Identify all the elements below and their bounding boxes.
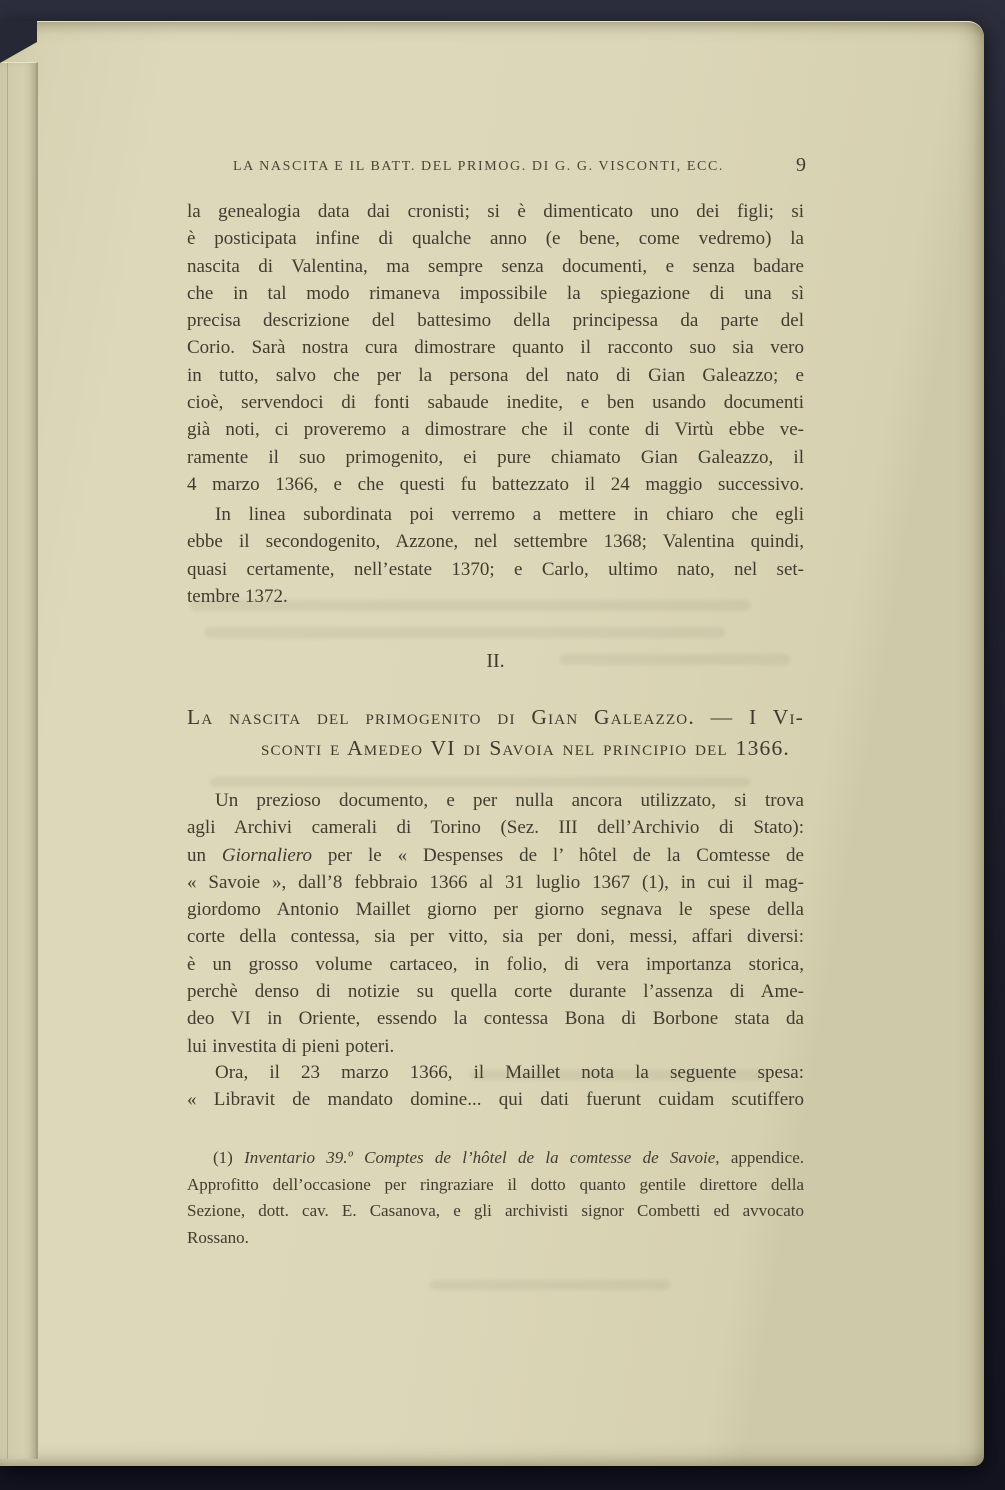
text-line: « Savoie », dall’8 febbraio 1366 al 31 luglio 1367 (1), in cui il mag- bbox=[187, 871, 804, 893]
text-line: giordomo Antonio Maillet giorno per giorno segnava le spese della bbox=[187, 899, 804, 921]
running-head-title: LA NASCITA E IL BATT. DEL PRIMOG. DI G. G. VISCONTI, ECC. bbox=[232, 159, 725, 174]
text-line: in tutto, salvo che per la persona del nato di Gian Galeazzo; e bbox=[187, 364, 804, 386]
text-line: corte della contessa, sia per vitto, sia per doni, messi, affari diversi: bbox=[187, 926, 804, 948]
backdrop-corner-notch bbox=[0, 21, 37, 63]
text-line: un Giornaliero per le « Despenses de l’ hôtel de la Comtesse de bbox=[187, 844, 804, 866]
text-line: nascita di Valentina, ma sempre senza documenti, e senza badare bbox=[187, 255, 804, 277]
paragraph-continuation bbox=[187, 198, 804, 498]
text-line: già noti, ci proveremo a dimostrare che il conte di Virtù ebbe ve- bbox=[187, 419, 804, 441]
text-line: Un prezioso documento, e per nulla ancora utilizzato, si trova bbox=[215, 790, 804, 811]
text-line: « Libravit de mandato domine... qui dati fuerunt cuidam scutiffero bbox=[187, 1089, 804, 1111]
text-line: cioè, servendoci di fonti sabaude inedite, e ben usando documenti bbox=[187, 392, 804, 414]
footnote bbox=[187, 1145, 804, 1251]
text-line: lui investita di pieni poteri. bbox=[187, 1035, 395, 1057]
paragraph bbox=[187, 501, 804, 610]
section-numeral: II. bbox=[486, 650, 505, 672]
text-line: agli Archivi camerali di Torino (Sez. III dell’Archivio di Stato): bbox=[187, 817, 804, 839]
text-line: Sezione, dott. cav. E. Casanova, e gli archivisti signor Combetti ed avvocato bbox=[187, 1201, 804, 1220]
page-number: 9 bbox=[796, 154, 806, 176]
text-line: quasi certamente, nell’estate 1370; e Carlo, ultimo nato, nel set- bbox=[187, 558, 804, 580]
text-line: Ora, il 23 marzo 1366, il Maillet nota la seguente spesa: bbox=[215, 1062, 804, 1083]
text-line: (1) Inventario 39.º Comptes de l’hôtel de la comtesse de Savoie, appendice. bbox=[213, 1148, 804, 1167]
text-line: Rossano. bbox=[187, 1227, 249, 1247]
text-line: perchè denso di notizie su quella corte durante l’assenza di Ame- bbox=[187, 981, 804, 1003]
text-line: è un grosso volume cartaceo, in folio, di vera importanza storica, bbox=[187, 953, 804, 975]
text-line: 4 marzo 1366, e che questi fu battezzato il 24 maggio successivo. bbox=[187, 473, 804, 495]
text-line: ebbe il secondogenito, Azzone, nel settembre 1368; Valentina quindi, bbox=[187, 531, 804, 553]
paragraph bbox=[187, 1059, 804, 1114]
section-title-line: La nascita del primogenito di Gian Galeazzo. — I Vi- bbox=[187, 705, 804, 729]
text-line: Corio. Sarà nostra cura dimostrare quanto il racconto suo sia vero bbox=[187, 337, 804, 359]
book-page bbox=[0, 21, 984, 1466]
text-line: precisa descrizione del battesimo della principessa da parte del bbox=[187, 310, 804, 332]
text-line: ramente il suo primogenito, ei pure chiamato Gian Galeazzo, il bbox=[187, 446, 804, 468]
text-line: che in tal modo rimaneva impossibile la spiegazione di una sì bbox=[187, 282, 804, 304]
text-line: tembre 1372. bbox=[187, 585, 288, 607]
text-line: deo VI in Oriente, essendo la contessa Bona di Borbone stata da bbox=[187, 1008, 804, 1030]
text-line: Approfitto dell’occasione per ringraziare il dotto quanto gentile direttore della bbox=[187, 1174, 804, 1194]
section-title bbox=[187, 702, 804, 763]
adjacent-page-edge bbox=[0, 62, 38, 1459]
section-title-line: sconti e Amedeo VI di Savoia nel principio del 1366. bbox=[261, 735, 790, 760]
text-line: In linea subordinata poi verremo a mettere in chiaro che egli bbox=[215, 504, 804, 525]
running-head bbox=[187, 154, 806, 181]
text-line: è posticipata infine di qualche anno (e bene, come vedremo) la bbox=[187, 228, 804, 250]
paragraph bbox=[187, 787, 804, 1060]
text-column bbox=[187, 22, 804, 1466]
text-line: la genealogia data dai cronisti; si è dimenticato uno dei figli; si bbox=[187, 201, 804, 222]
